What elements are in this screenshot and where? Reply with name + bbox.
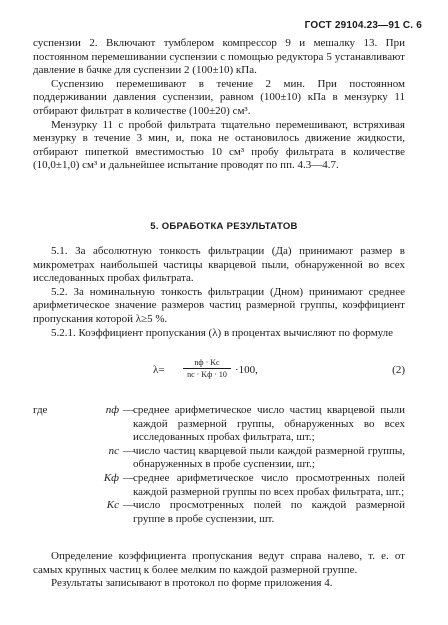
paragraph: Определение коэффициента пропускания ведут справа налево, т. е. от самых крупных частиц к более мелким по каждой размерной группе. [33,550,405,576]
formula-numerator: nф · Kс [183,358,231,369]
symbol: nф [105,404,119,416]
formula-rhs: ·100, [235,364,258,376]
definition-item: Kс — число просмотренных полей по каждой размерной группе в пробе суспензии, шт. [33,499,405,526]
definition-item: nс — число частиц кварцевой пыли каждой размерной группы, обнаруженных в пробе суспензии, шт.; [33,445,405,472]
formula [33,358,405,384]
page-header: ГОСТ 29104.23—91 С. 6 [304,20,422,31]
clause-5-2-1: 5.2.1. Коэффициент пропускания (λ) в процентах вычисляют по формуле [51,326,394,339]
symbol: nс [108,444,119,457]
clause-5-1: 5.1. За абсолютную тонкость фильтрации (Да) принимают размер в микрометрах наибольшей частицы кварцевой пыли, обнаруженной во всех исследованных пробах фильтрата. [33,245,405,285]
paragraph: суспензии 2. Включают тумблером компрессор 9 и мешалку 13. При постоянном перемешивании суспензии с помощью редуктора 5 устанавливают давление в бачке для суспензии 2 (100±10) кПа. [33,37,405,77]
definition-item: где nф — среднее арифметическое число частиц кварцевой пыли каждой размерной группы, обнаруженных во всех исследованных пробах фильтрата, шт.; [33,404,405,444]
paragraph: Суспензию перемешивают в течение 2 мин. При постоянном поддерживании давления суспензии, равном (100±10) кПа в мензурку 11 отбирают фильтрат в количестве (100±20) см³. [33,77,405,117]
definition-text: число частиц кварцевой пыли каждой размерной группы, обнаруженных в пробе суспензии, шт.; [133,444,405,471]
symbol: Kс [106,499,119,512]
formula-fraction [183,358,231,379]
definition-item: Kф — среднее арифметическое число просмотренных полей каждой размерной группы по всех пробах фильтрата, шт.; [33,472,405,499]
paragraph: Мензурку 11 с пробой фильтрата тщательно перемешивают, встряхивая мензурку в течение 3 мин, и, пока не остановилось движение жидкости, отбирают пипеткой вместимостью 10 см³ пробу фильтрата в количестве (10,0±1,0) см³ и дальнейшее испытание проводят по пп. 4.3—4.7. [33,118,405,172]
items-block [33,245,405,340]
formula-lhs: λ= [153,364,165,376]
intro-block [33,37,405,173]
formula-denominator: nс · Kф · 10 [187,370,227,379]
definition-text: среднее арифметическое число частиц кварцевой пыли каждой размерной группы, обнаруженных во всех исследованных пробах фильтрата, шт.; [133,404,405,444]
definition-text: среднее арифметическое число просмотренных полей каждой размерной группы по всех пробах фильтрата, шт.; [133,471,405,498]
paragraph: Результаты записывают в протокол по форме приложения 4. [51,577,333,590]
formula-number: (2) [392,364,405,376]
clause-5-2: 5.2. За номинальную тонкость фильтрации (Дном) принимают среднее арифметическое значение размеров частиц размерной группы, коэффициент пропускания которой λ≥5 %. [33,285,405,325]
where-label: где [33,404,48,416]
symbol: Kф [103,471,119,484]
section-title: 5. ОБРАБОТКА РЕЗУЛЬТАТОВ [150,221,298,232]
definitions [33,404,405,526]
closing-block [33,550,405,591]
definition-text: число просмотренных полей по каждой размерной группе в пробе суспензии, шт. [133,499,405,525]
